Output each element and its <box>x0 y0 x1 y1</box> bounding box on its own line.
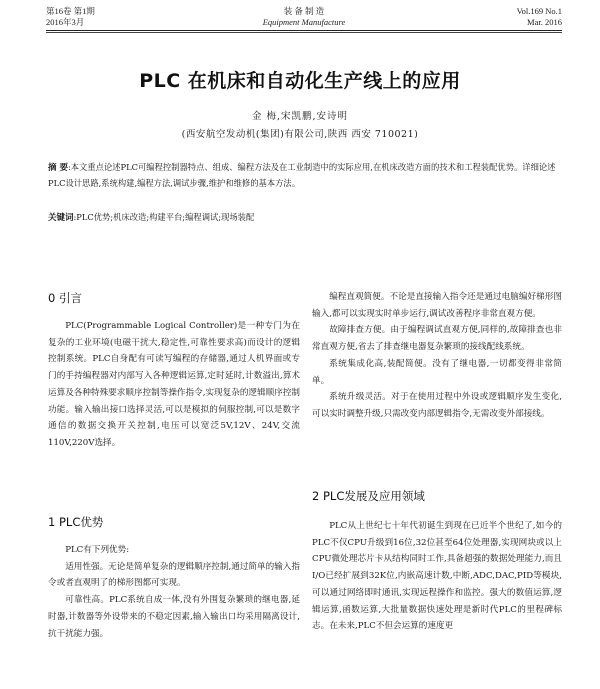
header-rule <box>46 30 562 31</box>
section-1-para-4: 故障排查方便。由于编程调试直观方便,同样的,故障排查也非常直观方便,省去了排查继电器复杂繁琐的接线配线系统。 <box>312 325 562 353</box>
keywords-label: 关键词 <box>48 213 74 223</box>
journal-en: Equipment Manufacture <box>262 17 346 27</box>
header-center <box>46 6 562 28</box>
section-1-para-6: 系统升级灵活。对于在使用过程中外设或逻辑顺序发生变化,可以实时调整升级,只需改变内部逻辑指令,无需改变外部接线。 <box>312 392 562 419</box>
section-0 <box>48 290 300 452</box>
section-1-heading: 1 PLC优势 <box>48 515 104 529</box>
running-header <box>46 6 562 34</box>
section-1-para-2: 可靠性高。PLC系统自成一体,没有外围复杂繁琐的继电器,延时器,计数器等外设带来的不稳定因素,输入输出口均采用隔离设计,抗干扰能力强。 <box>48 595 300 639</box>
section-1-para-3: 编程直观简便。不论是直接输入指令还是通过电脑编好梯形图输入,都可以实现实时单步运行,调试改善程序非常直观方便。 <box>312 292 562 319</box>
volume-en: Vol.169 No.1 <box>516 6 562 16</box>
paper-title: PLC 在机床和自动化生产线上的应用 <box>139 70 461 92</box>
section-1-intro: PLC有下列优势: <box>65 545 130 555</box>
section-2-para-1: PLC从上世纪七十年代初诞生到现在已近半个世纪了,如今的PLC不仅CPU升级到16位,32位甚至64位处理器,实现网块或以上CPU微处理芯片卡从结构同时工作,具备超强的数据处理能力,而且I/O已经扩展到32K位,内嵌高速计数,中断,ADC,DAC,PID等模块,可以通过网络即时通讯,实现远程操作和监控。强大的数值运算,逻辑运算,函数运算,大批量数据快速处理是新时代PLC的里程碑标志。在未来,PLC不但会运算的速度更 <box>312 521 562 632</box>
abstract-text: :本文重点论述PLC可编程控制器特点、组成、编程方法及在工业制造中的实际应用,在机床改造方面的技术和工程装配优势。详细论述PLC设计思路,系统构建,编程方法,调试步骤,维护和维修的基本方法。 <box>48 162 556 188</box>
journal-cn: 装 备 制 造 <box>283 6 325 16</box>
section-2-heading: 2 PLC发展及应用领域 <box>312 489 425 503</box>
date-cn: 2016年3月 <box>46 17 85 27</box>
header-right <box>517 6 562 28</box>
section-2 <box>312 488 562 635</box>
section-1 <box>48 514 300 642</box>
date-en: Mar. 2016 <box>527 17 562 27</box>
volume-cn: 第16卷 第1期 <box>46 6 95 16</box>
section-1-para-1: 适用性强。无论是简单复杂的逻辑顺序控制,通过简单的输入指令或者直观明了的梯形图都可实现。 <box>48 561 300 589</box>
section-0-para-1: PLC(Programmable Logical Controller)是一种专门为在复杂的工业环境(电磁干扰大,稳定性,可靠性要求高)而设计的逻辑控制系统。PLC自身配有可读写编程的存储器,通过人机界面或专门的手持编程器对内部写入各种逻辑运算,定时延时,计数溢出,算术运算及各种特殊要求顺序控制等操作指令,实现复杂的逻辑顺序控制功能。输入输出接口选择灵活,可以是模拟的伺服控制,可以是数字通信的数据交换开关控制,电压可以宽泛5V,12V、24V,交流110V,220V选择。 <box>48 321 300 448</box>
abstract-label: 摘 要 <box>48 163 68 173</box>
keywords <box>48 210 558 226</box>
section-1-para-5: 系统集成化高,装配简便。没有了继电器,一切都变得非常简单。 <box>312 358 562 386</box>
affiliation: (西安航空发动机(集团)有限公司,陕西 西安 710021) <box>181 129 419 140</box>
header-rule-thin <box>46 32 562 33</box>
keywords-text: :PLC优势;机床改造;构建平台;编程调试;现场装配 <box>73 212 255 222</box>
section-0-heading: 0 引言 <box>48 291 82 305</box>
authors: 金 梅,宋凯鹏,安诗明 <box>251 111 349 122</box>
abstract <box>48 160 558 191</box>
section-1-continued <box>312 289 562 423</box>
